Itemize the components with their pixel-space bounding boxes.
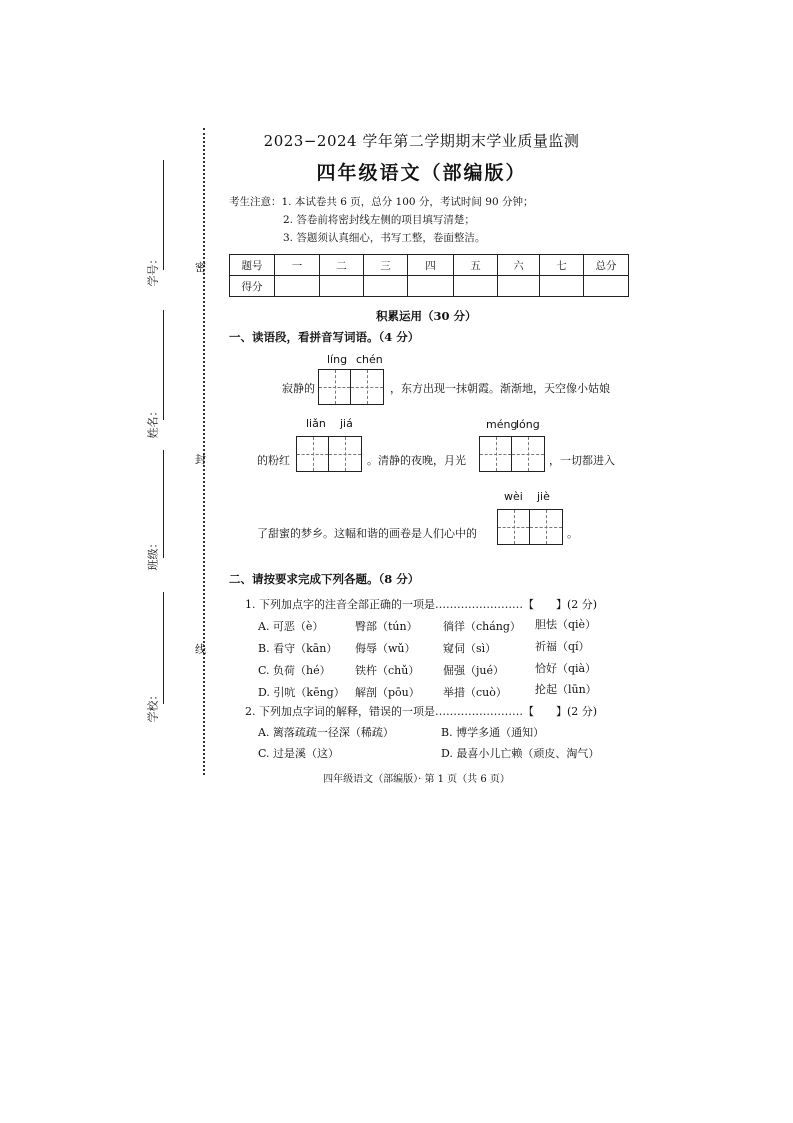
answer-grid-4[interactable]	[497, 509, 563, 545]
q1-text-3b: 。	[567, 527, 578, 540]
section-title: 积累运用（30 分）	[376, 309, 477, 323]
score-input-cell[interactable]	[275, 276, 320, 297]
seal-feng: 封	[195, 453, 206, 466]
answer-grid-1[interactable]	[318, 369, 384, 405]
name-line[interactable]	[163, 310, 164, 420]
option-a2: 臀部（tún）	[355, 620, 418, 633]
q2-sub1: 1. 下列加点字的注音全部正确的一项是……………………【 】(2 分)	[245, 598, 598, 611]
q1-title: 一、读语段，看拼音写词语。（4 分）	[229, 330, 420, 344]
score-input-cell[interactable]	[498, 276, 540, 297]
score-input-cell[interactable]	[584, 276, 629, 297]
answer-grid-2[interactable]	[296, 436, 362, 472]
option-d3: 举措（cuò）	[443, 686, 507, 699]
class-label: 班级：	[146, 537, 160, 571]
q1-text-3a: 了甜蜜的梦乡。这幅和谐的画卷是人们心中的	[257, 527, 477, 540]
seal-xian: 线	[195, 643, 206, 656]
student-id-label: 学号：	[146, 253, 160, 287]
score-header-cell: 三	[364, 255, 408, 276]
name-label: 姓名：	[146, 405, 160, 439]
option2-c[interactable]: C. 过是溪（这）	[258, 747, 340, 760]
pinyin-long: lóng	[516, 418, 540, 431]
score-input-cell[interactable]	[540, 276, 584, 297]
score-header-cell: 七	[540, 255, 584, 276]
q1-text-1a: 寂静的	[282, 382, 315, 395]
school-line[interactable]	[163, 592, 164, 704]
exam-title: 2023−2024 学年第二学期期末学业质量监测	[263, 132, 580, 150]
q2-sub2: 2. 下列加点字词的解释，错误的一项是……………………【 】(2 分)	[245, 705, 598, 718]
q1-text-1b: ，东方出现一抹朝霞。渐渐地，天空像小姑娘	[390, 382, 610, 395]
class-line[interactable]	[163, 450, 164, 558]
pinyin-lian: liǎn	[306, 417, 326, 430]
option2-b[interactable]: B. 博学多通（通知）	[441, 726, 545, 739]
q1-text-2c: ，一切都进入	[549, 454, 615, 467]
option-a4: 胆怯（qiè）	[535, 618, 597, 631]
notice-line-3: 3. 答题须认真细心，书写工整，卷面整洁。	[283, 232, 486, 244]
score-input-cell[interactable]	[454, 276, 498, 297]
option-b3: 窥伺（sì）	[443, 642, 497, 655]
answer-grid-3[interactable]	[479, 436, 545, 472]
score-header-cell: 二	[320, 255, 364, 276]
option2-d[interactable]: D. 最喜小儿亡赖（顽皮、淘气）	[441, 747, 600, 760]
school-label: 学校：	[146, 689, 160, 723]
pinyin-meng: méng	[486, 418, 518, 431]
score-header-cell: 四	[408, 255, 454, 276]
notice-line-2: 2. 答卷前将密封线左侧的项目填写清楚；	[283, 214, 475, 226]
score-table-header-row	[230, 255, 629, 276]
q2-title: 二、请按要求完成下列各题。（8 分）	[229, 572, 420, 586]
option-b1[interactable]: B. 看守（kān）	[258, 642, 338, 655]
option-d1[interactable]: D. 引吭（kēng）	[258, 686, 345, 699]
pinyin-ling: líng	[327, 353, 348, 366]
score-header-cell: 六	[498, 255, 540, 276]
score-header-cell: 题号	[230, 255, 275, 276]
option-c4: 恰好（qià）	[535, 662, 597, 675]
score-table-score-row	[230, 276, 629, 297]
option-c2: 铁杵（chǔ）	[355, 664, 420, 677]
score-input-cell[interactable]	[364, 276, 408, 297]
score-row-label: 得分	[230, 276, 275, 297]
option2-a[interactable]: A. 篱落疏疏一径深（稀疏）	[258, 726, 394, 739]
score-header-cell: 五	[454, 255, 498, 276]
score-header-cell: 一	[275, 255, 320, 276]
q1-text-2b: 。清静的夜晚，月光	[367, 454, 466, 467]
exam-subtitle: 四年级语文（部编版）	[316, 162, 527, 184]
option-c3: 倔强（jué）	[443, 664, 505, 677]
option-b2: 侮辱（wǔ）	[355, 642, 416, 655]
score-input-cell[interactable]	[320, 276, 364, 297]
notice-line-1: 考生注意：1. 本试卷共 6 页，总分 100 分，考试时间 90 分钟；	[229, 196, 534, 208]
option-c1[interactable]: C. 负荷（hé）	[258, 664, 331, 677]
option-a1[interactable]: A. 可恶（è）	[258, 620, 324, 633]
option-d2: 解剖（pōu）	[355, 686, 420, 699]
option-d4: 抡起（lūn）	[535, 683, 597, 696]
option-a3: 徜徉（cháng）	[443, 620, 521, 633]
score-header-cell: 总分	[584, 255, 629, 276]
pinyin-jia: jiá	[340, 417, 353, 430]
q1-text-2a: 的粉红	[257, 454, 290, 467]
score-input-cell[interactable]	[408, 276, 454, 297]
pinyin-jie: jiè	[537, 490, 550, 503]
option-b4: 祈福（qí）	[535, 640, 590, 653]
pinyin-wei: wèi	[504, 490, 523, 503]
seal-mi: 密	[195, 261, 206, 274]
pinyin-chen: chén	[356, 353, 383, 366]
page-footer: 四年级语文（部编版）· 第 1 页（共 6 页）	[323, 774, 510, 785]
score-table	[229, 254, 629, 297]
